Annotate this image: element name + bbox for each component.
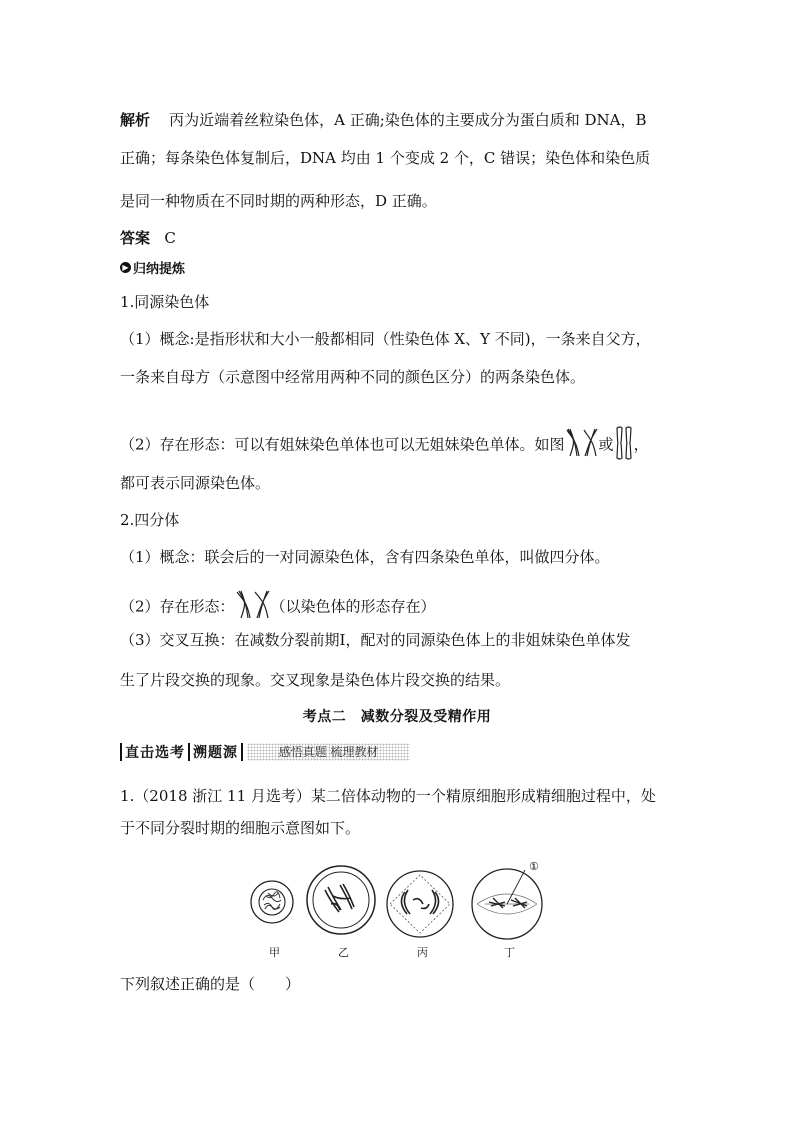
analysis-line-1 <box>120 110 680 130</box>
homologous-concept-1: （1）概念:是指形状和大小一般都相同（性染色体 X、Y 不同)，一条来自父方， <box>120 330 651 348</box>
tetrad-crossover-1: （3）交叉互换：在减数分裂前期Ⅰ，配对的同源染色体上的非姐妹染色单体发 <box>120 631 631 649</box>
analysis-text-1: 丙为近端着丝粒染色体，A 正确;染色体的主要成分为蛋白质和 DNA，B <box>169 111 647 129</box>
summary-tag-label: 归纳提炼 <box>133 262 186 277</box>
cell-label-ding: 丁 <box>504 946 515 959</box>
tetrad-form-text: （2）存在形态： <box>120 597 235 616</box>
tetrad-form-note: （以染色体的形态存在） <box>270 597 436 616</box>
cell-yi <box>307 866 375 934</box>
question-prompt: 下列叙述正确的是（ ） <box>120 975 301 993</box>
analysis-line-3: 是同一种物质在不同时期的两种形态，D 正确。 <box>120 192 437 210</box>
homologous-form-or: 或 <box>598 435 614 454</box>
summary-tag <box>120 258 185 277</box>
cell-division-svg <box>245 860 555 944</box>
analysis-label: 解析 <box>120 111 151 129</box>
banner-note: 感悟真题 梳理教材 <box>278 745 379 759</box>
section-title: 考点二 减数分裂及受精作用 <box>302 709 492 725</box>
cell-label-jia: 甲 <box>269 946 280 959</box>
tetrad-figure <box>235 590 271 625</box>
question-line-2: 于不同分裂时期的细胞示意图如下。 <box>120 819 361 837</box>
tetrad-crossover-2: 生了片段交换的现象。交叉现象是染色体片段交换的结果。 <box>120 671 511 689</box>
answer-line <box>120 228 680 248</box>
homologous-form-line-2: 都可表示同源染色体。 <box>120 474 271 492</box>
tetrad-heading: 2.四分体 <box>120 511 180 529</box>
cell-bing <box>387 871 453 937</box>
homologous-form-comma: ， <box>633 435 649 454</box>
homologous-form-text: （2）存在形态：可以有姐妹染色单体也可以无姐妹染色单体。如图 <box>120 435 565 454</box>
chromosome-pair-rod-figure <box>614 426 634 465</box>
tetrad-concept: （1）概念：联会后的一对同源染色体，含有四条染色单体，叫做四分体。 <box>120 548 610 566</box>
banner-dotted-panel <box>247 743 410 761</box>
homologous-concept-2: 一条来自母方（示意图中经常用两种不同的颜色区分）的两条染色体。 <box>120 368 586 386</box>
banner-divider <box>241 743 243 761</box>
banner-left-label: 直击选考 <box>125 744 185 761</box>
tetrad-form-line <box>120 590 680 625</box>
play-icon: ▶ <box>120 262 131 273</box>
analysis-line-2: 正确；每条染色体复制后，DNA 均由 1 个变成 2 个，C 错误；染色体和染色质 <box>120 149 651 167</box>
cell-label-yi: 乙 <box>338 946 349 959</box>
marker-label: ① <box>529 861 539 873</box>
cell-label-bing: 丙 <box>417 946 428 959</box>
homologous-heading: 1.同源染色体 <box>120 293 210 311</box>
cell-division-figure <box>245 860 555 960</box>
answer-value: C <box>164 229 176 247</box>
section-banner <box>120 741 410 762</box>
homologous-form-line <box>120 426 680 465</box>
cell-ding <box>472 869 542 939</box>
banner-right-label: 溯题源 <box>193 744 238 761</box>
chromosome-pair-x-figure <box>565 428 599 463</box>
question-line-1: 1.（2018 浙江 11 月选考）某二倍体动物的一个精原细胞形成精细胞过程中，处 <box>120 787 656 805</box>
cell-jia <box>251 881 293 923</box>
answer-label: 答案 <box>120 229 151 247</box>
